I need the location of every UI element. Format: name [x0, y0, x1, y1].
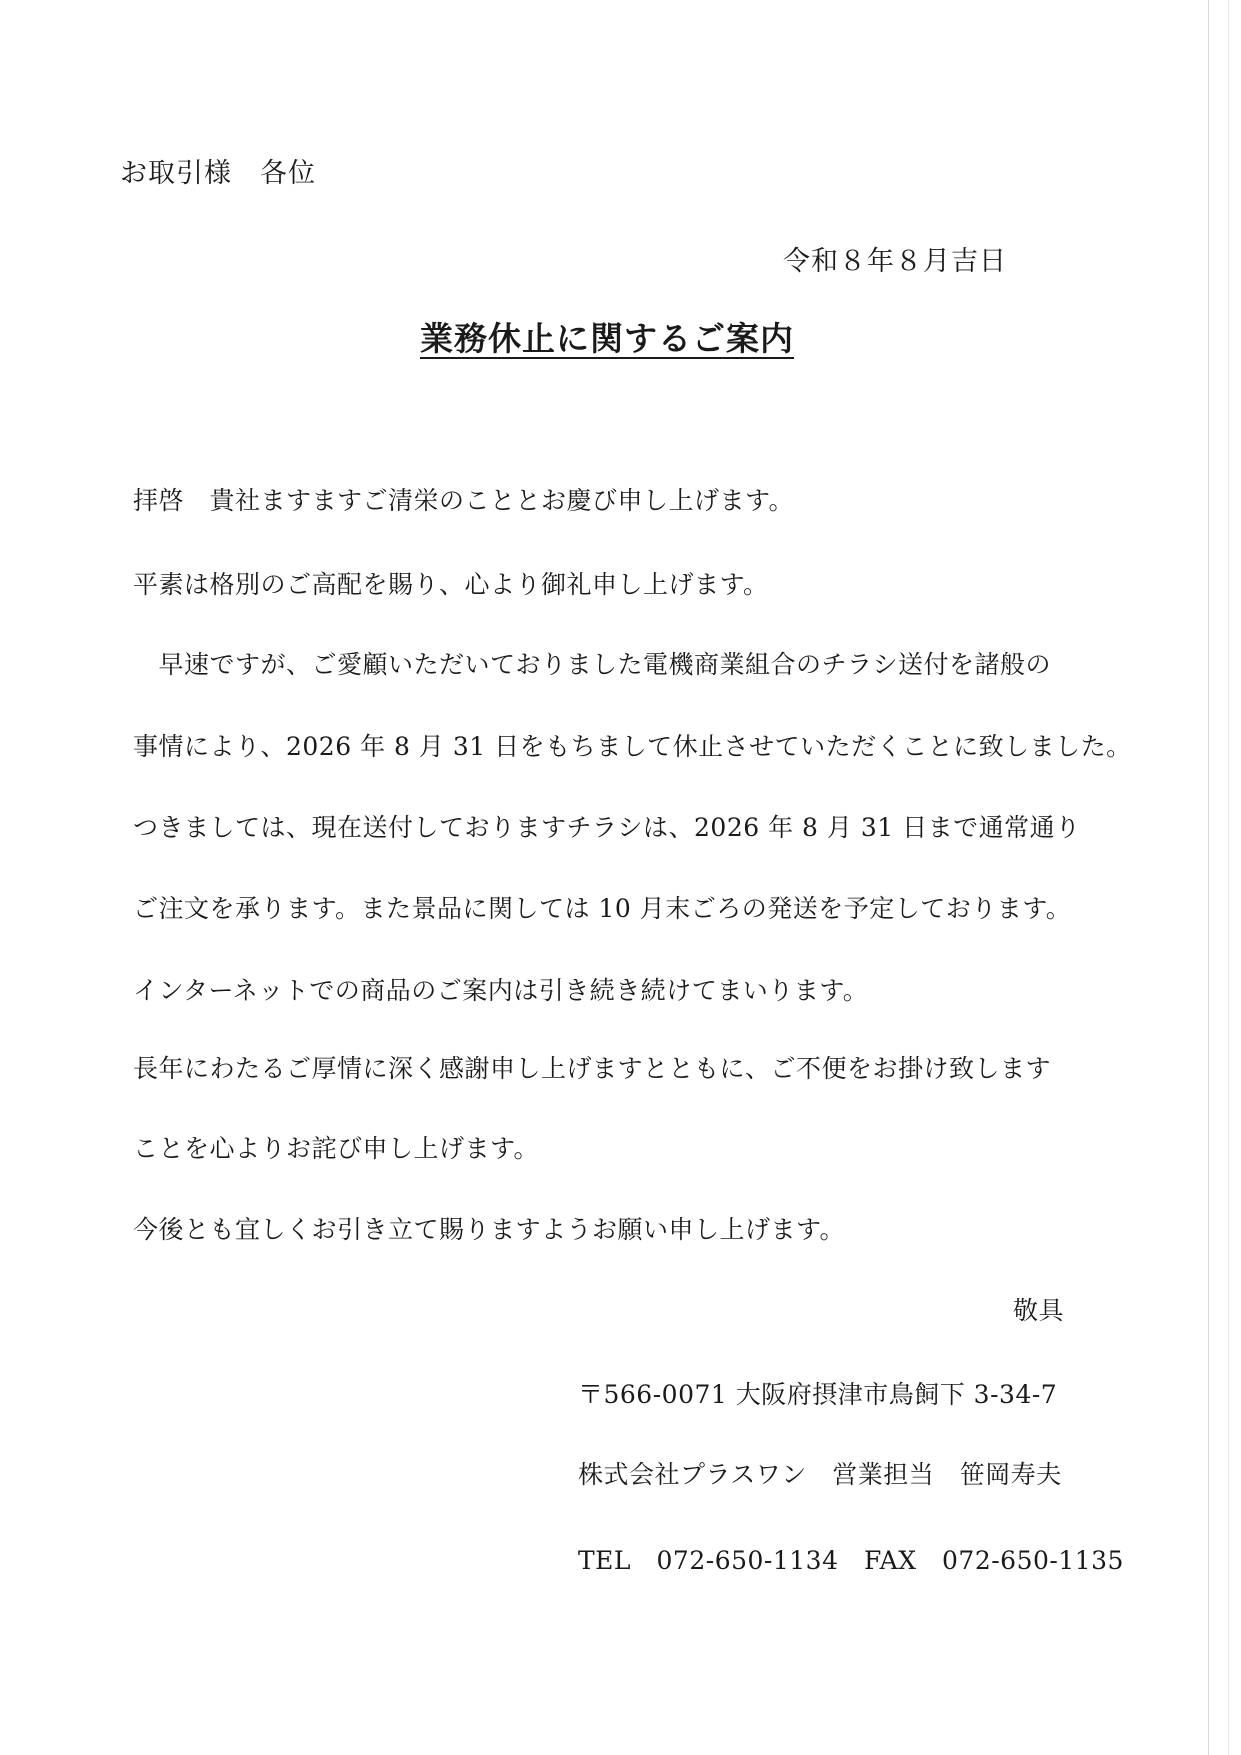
body-line: 今後とも宜しくお引き立て賜りますようお願い申し上げます。: [133, 1215, 846, 1244]
addressee: お取引様 各位: [120, 158, 316, 189]
body-line: 早速ですが、ご愛顧いただいておりました電機商業組合のチラシ送付を諸般の: [133, 650, 1052, 679]
letter-title: 業務休止に関するご案内: [420, 319, 794, 358]
body-line: 長年にわたるご厚情に深く感謝申し上げますとともに、ご不便をお掛け致します: [133, 1054, 1052, 1083]
sender-company: 株式会社プラスワン 営業担当 笹岡寿夫: [578, 1460, 1062, 1489]
sender-address: 〒566-0071 大阪府摂津市鳥飼下 3-34-7: [578, 1380, 1058, 1409]
body-line: 事情により、2026 年 8 月 31 日をもちまして休止させていただくことに致しました。: [133, 732, 1132, 761]
letter-date: 令和８年８月吉日: [783, 246, 1007, 277]
sender-contact: TEL 072-650-1134 FAX 072-650-1135: [578, 1546, 1124, 1575]
scan-edge-line: [1208, 0, 1209, 1755]
body-line: インターネットでの商品のご案内は引き続き続けてまいります。: [133, 976, 869, 1005]
body-line: ご注文を承ります。また景品に関しては 10 月末ごろの発送を予定しております。: [133, 894, 1072, 923]
closing-word: 敬具: [1013, 1296, 1065, 1325]
body-line: ことを心よりお詫び申し上げます。: [133, 1134, 540, 1163]
body-line: 平素は格別のご高配を賜り、心より御礼申し上げます。: [133, 570, 769, 599]
scan-edge-line: [1228, 0, 1229, 1755]
body-line: つきましては、現在送付しておりますチラシは、2026 年 8 月 31 日まで通常通り: [133, 813, 1081, 842]
body-line: 拝啓 貴社ますますご清栄のこととお慶び申し上げます。: [133, 486, 795, 515]
